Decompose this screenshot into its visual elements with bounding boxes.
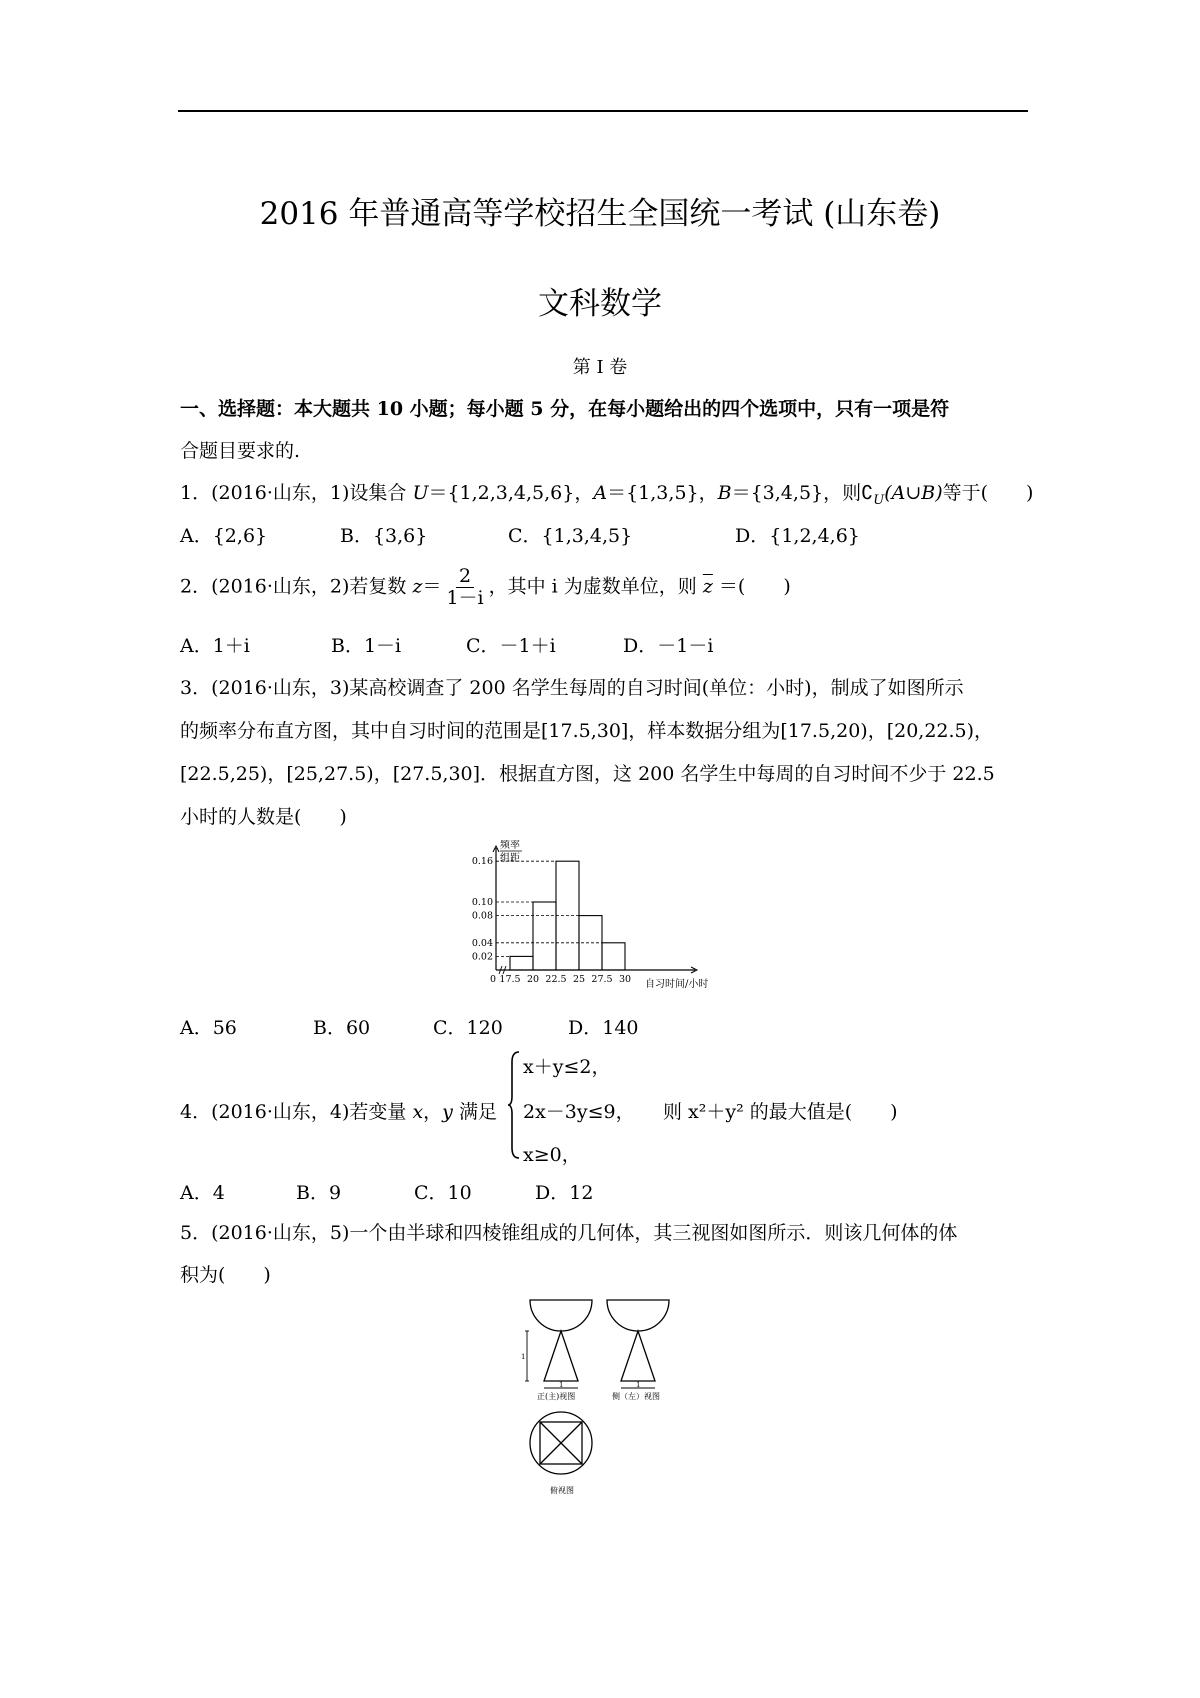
histogram-bar [533,902,556,970]
front-view [525,1300,592,1388]
q4-option-c[interactable]: C．10 [414,1182,472,1204]
q1-set-b-val: ＝{3,4,5}，则∁ [731,482,874,504]
q2-mid: ，其中 i 为虚数单位，则 [488,575,697,598]
q4-mid: 满足 [452,1101,497,1123]
question-1 [180,478,1033,508]
x-tick-label: 20 [526,974,540,985]
q1-expr: (A∪B) [884,482,943,504]
q4-then: 则 x²＋y² 的最大值是( ) [663,1101,898,1123]
question-2 [180,566,791,609]
q1-option-d[interactable]: D．{1,2,4,6} [735,525,860,547]
y-tick-label: 0.08 [471,910,493,922]
q4-option-b[interactable]: B．9 [296,1182,342,1204]
q1-set-u-val: ＝{1,2,3,4,5,6}， [428,482,594,504]
q3-option-c[interactable]: C．120 [433,1017,503,1039]
x-tick-label: 27.5 [591,974,613,985]
y-axis-label-bottom: 组距 [500,853,520,864]
y-axis-label-top: 频率 [500,840,520,851]
q1-set-b: B [717,482,732,504]
x-tick-label: 22.5 [545,974,567,985]
top-view-label: 俯视图 [550,1486,574,1495]
q2-eq: ＝ [422,575,442,598]
q2-frac-num: 2 [456,566,474,588]
q4-comma: ， [423,1101,443,1123]
front-dim-horizontal: 1 [559,1381,564,1389]
q4-constraint-1: x＋y≤2， [523,1056,611,1078]
q1-suffix: 等于( ) [942,482,1034,504]
q1-prefix: 1．(2016·山东，1)设集合 [180,482,413,504]
q5-line-1: 5．(2016·山东，5)一个由半球和四棱锥组成的几何体，其三视图如图所示．则该几何体的体 [180,1222,958,1244]
y-tick-label: 0.16 [471,856,493,868]
q3-option-b[interactable]: B．60 [313,1017,371,1039]
y-tick-label: 0.04 [471,937,493,949]
q1-option-c[interactable]: C．{1,3,4,5} [508,525,633,547]
q4-brace [507,1050,521,1160]
side-dim-horizontal: 1 [636,1381,641,1389]
x-tick-label: 30 [618,974,632,985]
q1-option-a[interactable]: A．{2,6} [180,525,268,547]
section-heading [180,394,949,421]
sub-title: 文科数学 [538,286,662,322]
q3-line-1: 3．(2016·山东，3)某高校调查了 200 名学生每周的自习时间(单位：小时)，制成了如图所示 [180,677,964,699]
q4-option-d[interactable]: D．12 [535,1182,594,1204]
q3-line-3: [22.5,25)，[25,27.5)，[27.5,30]．根据直方图，这 200 名学生中每周的自习时间不少于 22.5 [180,763,995,785]
q2-z-bar: $\overline{z}$ [702,575,713,598]
q4-var-x: x [412,1101,424,1123]
q2-option-c[interactable]: C．－1＋i [466,635,556,657]
x-axis-label: 自习时间/小时 [645,979,709,990]
q4-var-y: y [442,1101,453,1123]
q4-constraint-2: 2x－3y≤9， [523,1101,635,1123]
q2-option-a[interactable]: A．1＋i [180,635,250,657]
q1-option-b[interactable]: B．{3,6} [340,525,428,547]
q1-sub-u: U [873,492,885,508]
q5-line-2: 积为( ) [180,1264,271,1286]
q2-option-d[interactable]: D．－1－i [623,635,714,657]
x-tick-label: 0 [489,974,497,985]
y-tick-label: 0.10 [471,897,493,908]
histogram-chart [450,840,750,1000]
q3-option-d[interactable]: D．140 [568,1017,639,1039]
q3-line-4: 小时的人数是( ) [180,806,347,828]
histogram-bar [510,956,533,970]
front-view-label: 正(主)视图 [537,1392,576,1401]
section-line-2: 合题目要求的. [180,440,301,462]
q1-set-a-val: ＝{1,3,5}， [607,482,718,504]
q4-prefix: 4．(2016·山东，4)若变量 [180,1101,413,1123]
q2-frac-den: 1－i [446,586,484,609]
header-rule [178,110,1028,112]
q2-suffix: ＝( ) [718,575,791,598]
q3-option-a[interactable]: A．56 [180,1017,237,1039]
front-dim-vertical: 1 [521,1353,526,1361]
section-line-1: 一、选择题：本大题共 10 小题；每小题 5 分，在每小题给出的四个选项中，只有一项是符 [180,398,950,420]
q1-set-a: A [593,482,608,504]
top-view [530,1412,592,1474]
three-view-diagram [520,1295,690,1505]
main-title: 2016 年普通高等学校招生全国统一考试 (山东卷) [259,196,941,232]
side-view [607,1300,669,1388]
histogram-bar [602,943,625,970]
x-tick-label: 17.5 [499,974,521,985]
q2-prefix: 2．(2016·山东，2)若复数 [180,575,413,598]
q4-option-a[interactable]: A．4 [180,1182,225,1204]
x-tick-label: 25 [572,974,586,985]
q2-option-b[interactable]: B．1－i [331,635,402,657]
q3-line-2: 的频率分布直方图，其中自习时间的范围是[17.5,30]，样本数据分组为[17.5,20)，[20,22.5)， [180,720,994,742]
q1-set-u: U [412,482,429,504]
y-tick-label: 0.02 [471,951,493,963]
question-4 [180,1097,497,1124]
q2-var-z: z [412,575,423,598]
volume-title: 第 I 卷 [572,357,628,378]
q2-fraction [443,566,486,609]
side-view-label: 侧（左）视图 [612,1392,660,1401]
q4-constraint-3: x≥0， [523,1144,581,1166]
